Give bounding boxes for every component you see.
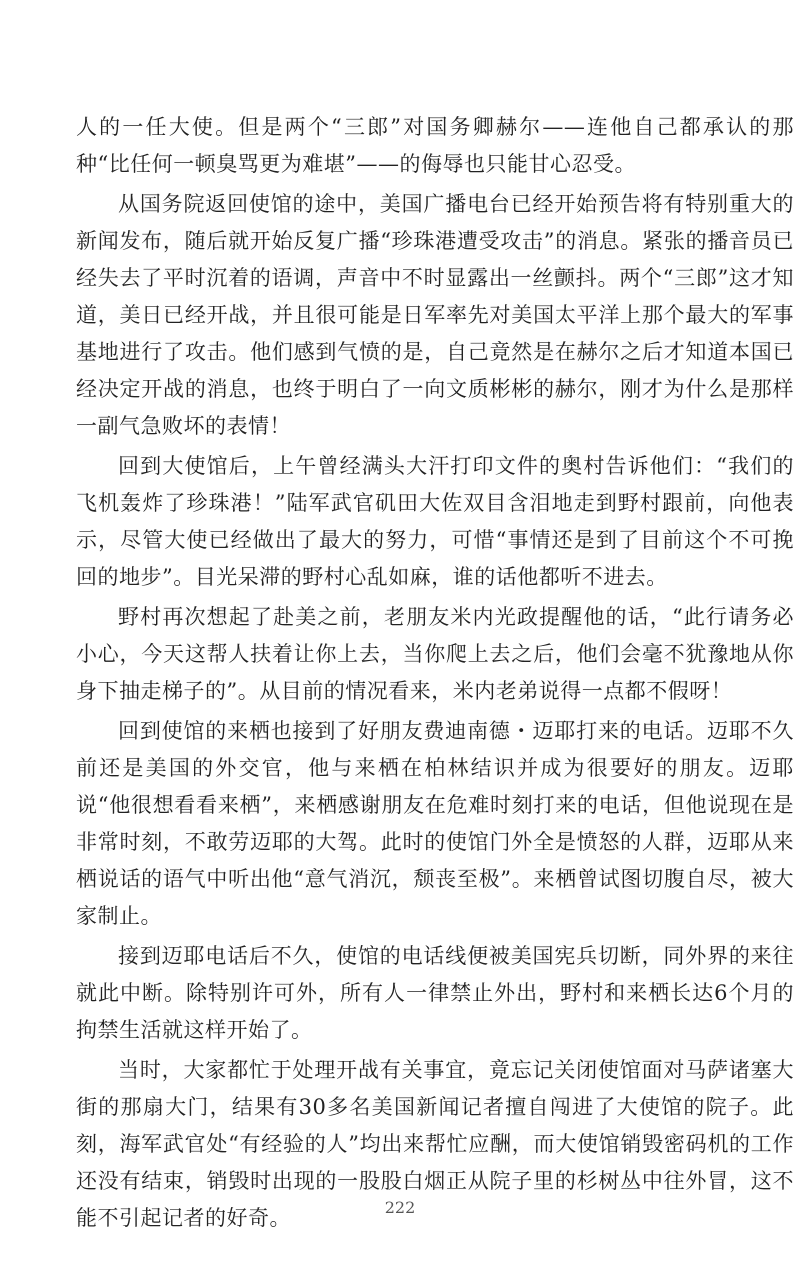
page-number: 222: [384, 1198, 416, 1217]
paragraph: 回到大使馆后，上午曾经满头大汗打印文件的奥村告诉他们：“我们的飞机轰炸了珍珠港！”陆军武官矶田大佐双目含泪地走到野村跟前，向他表示，尽管大使已经做出了最大的努力，可惜“事情还是到了目前这个不可挽回的地步”。目光呆滞的野村心乱如麻，谁的话他都听不进去。: [76, 454, 794, 589]
paragraph: 接到迈耶电话后不久，使馆的电话线便被美国宪兵切断，同外界的来往就此中断。除特别许可外，所有人一律禁止外出，野村和来栖长达6个月的拘禁生活就这样开始了。: [76, 944, 794, 1042]
paragraph: 人的一任大使。但是两个“三郎”对国务卿赫尔——连他自己都承认的那种“比任何一顿臭骂更为难堪”——的侮辱也只能甘心忍受。: [76, 115, 794, 176]
body-text: [76, 109, 794, 1237]
paragraph: 野村再次想起了赴美之前，老朋友米内光政提醒他的话，“此行请务必小心，今天这帮人扶着让你上去，当你爬上去之后，他们会毫不犹豫地从你身下抽走梯子的”。从目前的情况看来，米内老弟说得一点都不假呀！: [76, 605, 794, 703]
paragraph: 从国务院返回使馆的途中，美国广播电台已经开始预告将有特别重大的新闻发布，随后就开始反复广播“珍珠港遭受攻击”的消息。紧张的播音员已经失去了平时沉着的语调，声音中不时显露出一丝颤抖。两个“三郎”这才知道，美日已经开战，并且很可能是日军率先对美国太平洋上那个最大的军事基地进行了攻击。他们感到气愤的是，自己竟然是在赫尔之后才知道本国已经决定开战的消息，也终于明白了一向文质彬彬的赫尔，刚才为什么是那样一副气急败坏的表情！: [76, 192, 794, 438]
paragraph: 当时，大家都忙于处理开战有关事宜，竟忘记关闭使馆面对马萨诸塞大街的那扇大门，结果有30多名美国新闻记者擅自闯进了大使馆的院子。此刻，海军武官处“有经验的人”均出来帮忙应酬，而大使馆销毁密码机的工作还没有结束，销毁时出现的一股股白烟正从院子里的杉树丛中往外冒，这不能不引起记者的好奇。: [76, 1058, 794, 1230]
paragraph: 回到使馆的来栖也接到了好朋友费迪南德・迈耶打来的电话。迈耶不久前还是美国的外交官，他与来栖在柏林结识并成为很要好的朋友。迈耶说“他很想看看来栖”，来栖感谢朋友在危难时刻打来的电话，但他说现在是非常时刻，不敢劳迈耶的大驾。此时的使馆门外全是愤怒的人群，迈耶从来栖说话的语气中听出他“意气消沉，颓丧至极”。来栖曾试图切腹自尽，被大家制止。: [76, 719, 794, 928]
